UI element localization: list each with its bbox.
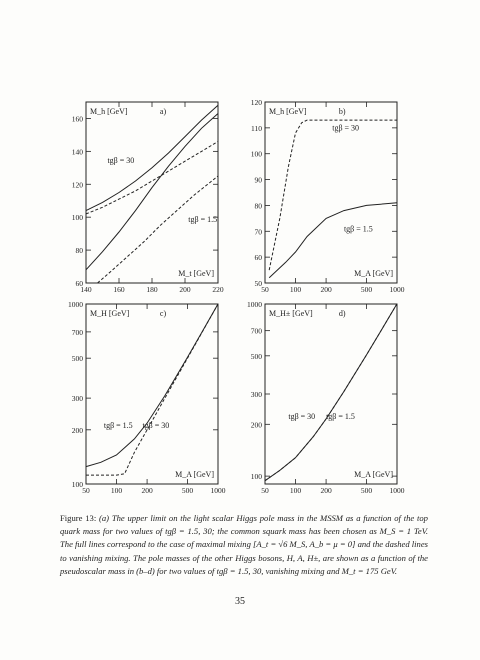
panel-1-y-tick-label: 140 xyxy=(71,147,83,157)
panel-4-x-tick-label: 500 xyxy=(360,486,373,495)
panel-1-x-tick-label: 160 xyxy=(113,285,125,294)
panel-4-series-line xyxy=(265,304,397,481)
panel-2-x-tick-label: 100 xyxy=(289,285,302,294)
panel-4-y-tick-label: 500 xyxy=(250,351,262,361)
panel-3-x-tick-label: 50 xyxy=(82,486,90,495)
panel-1-annotation: tgβ = 1.5 xyxy=(188,215,218,225)
panel-3-x-tick-label: 200 xyxy=(141,486,153,495)
panel-3-y-tick-label: 100 xyxy=(71,480,83,489)
panel-3-ylabel: M_H [GeV] xyxy=(90,309,130,318)
panel-3-y-tick-label: 1000 xyxy=(68,300,83,309)
panel-1-series-line xyxy=(86,142,218,214)
panel-1-x-tick-label: 180 xyxy=(146,285,158,294)
panel-2-x-tick-label: 500 xyxy=(360,285,373,294)
panel-3-y-tick-label: 700 xyxy=(71,327,83,337)
panel-3-y-tick-label: 500 xyxy=(71,354,83,364)
panel-2-y-tick-label: 120 xyxy=(250,98,262,107)
caption-label: Figure 13: xyxy=(60,513,97,523)
figure-caption xyxy=(60,512,428,578)
panel-2-x-tick-label: 50 xyxy=(261,285,269,294)
panel-4-y-tick-label: 300 xyxy=(250,390,262,399)
panel-2-y-tick-label: 50 xyxy=(254,279,262,288)
panel-3-annotation: tgβ = 30 xyxy=(142,420,170,430)
panel-3-y-tick-label: 300 xyxy=(71,394,83,404)
panel-1-x-tick-label: 200 xyxy=(179,285,191,294)
panel-3-x-tick-label: 500 xyxy=(181,486,194,495)
panel-2-xlabel: M_A [GeV] xyxy=(354,269,393,278)
panel-1-y-tick-label: 160 xyxy=(71,114,83,124)
panel-2-y-tick-label: 100 xyxy=(250,149,262,159)
panel-4-panel-label: d) xyxy=(338,309,346,318)
panel-2-frame xyxy=(265,102,397,283)
panel-2-y-tick-label: 110 xyxy=(251,123,262,133)
panel-2-annotation: tgβ = 1.5 xyxy=(343,224,373,234)
panel-2-y-tick-label: 90 xyxy=(254,175,262,185)
panel-3-series-line xyxy=(86,304,218,467)
panel-2-series-line xyxy=(269,120,397,270)
panel-3-annotation: tgβ = 1.5 xyxy=(103,420,133,430)
panel-2-x-tick-label: 200 xyxy=(320,285,332,294)
panel-1-y-tick-label: 100 xyxy=(71,213,83,223)
panel-2-panel-label: b) xyxy=(338,107,346,116)
panel-4-frame xyxy=(265,304,397,484)
panel-1-panel-label: a) xyxy=(159,107,167,116)
panel-2-series-line xyxy=(269,203,397,278)
page-number: 35 xyxy=(235,596,245,607)
panel-3-y-tick-label: 200 xyxy=(71,425,83,435)
panel-1-xlabel: M_t [GeV] xyxy=(178,269,214,278)
panel-4-x-tick-label: 100 xyxy=(289,486,302,495)
panel-4-y-tick-label: 1000 xyxy=(247,300,262,309)
panel-2-y-tick-label: 80 xyxy=(254,201,262,211)
panel-2-y-tick-label: 60 xyxy=(254,253,262,263)
panel-4-annotation: tgβ = 1.5 xyxy=(326,411,355,421)
panel-2-ylabel: M_h [GeV] xyxy=(269,107,307,116)
caption-text: (a) The upper limit on the light scalar Higgs pole mass in the MSSM as a function of the top quark mass for two values of tgβ = 1.5, 30; the common squark mass has been chosen as M_S = 1 TeV. The full lines correspond to the case of maximal mixing [A_t = √6 M_S, A_b = μ = 0] and the dashed lines to vanishing mixing. The pole masses of the other Higgs bosons, H, A, H±, are shown as a function of the pseudoscalar mass in (b–d) for two values of tgβ = 1.5, 30, vanishing mixing and M_t = 175 GeV. xyxy=(60,513,428,576)
panel-4-y-tick-label: 700 xyxy=(250,326,262,336)
panel-1-x-tick-label: 140 xyxy=(80,285,92,294)
panel-1-y-tick-label: 80 xyxy=(75,246,83,256)
panel-3-frame xyxy=(86,304,218,484)
panel-1-y-tick-label: 120 xyxy=(71,180,83,190)
panel-1-series-line xyxy=(98,176,219,283)
panel-1-ylabel: M_h [GeV] xyxy=(90,107,128,116)
panel-4-x-tick-label: 1000 xyxy=(389,486,405,495)
panel-4-x-tick-label: 200 xyxy=(320,486,332,495)
panel-4-y-tick-label: 100 xyxy=(250,472,262,482)
panel-4-series-line xyxy=(265,304,397,481)
panel-4-xlabel: M_A [GeV] xyxy=(354,470,393,479)
panel-3-series-line xyxy=(86,304,218,475)
panel-3-x-tick-label: 1000 xyxy=(210,486,226,495)
panel-2-x-tick-label: 1000 xyxy=(389,285,405,294)
panel-4-y-tick-label: 200 xyxy=(250,420,262,430)
panel-3-panel-label: c) xyxy=(159,309,167,318)
panel-4-x-tick-label: 50 xyxy=(261,486,269,495)
panel-3-x-tick-label: 100 xyxy=(110,486,123,495)
panel-1-y-tick-label: 60 xyxy=(75,279,83,288)
panel-2-annotation: tgβ = 30 xyxy=(332,123,360,133)
panel-1-annotation: tgβ = 30 xyxy=(107,155,135,165)
panel-4-annotation: tgβ = 30 xyxy=(288,411,316,421)
panel-1-x-tick-label: 220 xyxy=(212,285,224,294)
panel-4-ylabel: M_H± [GeV] xyxy=(269,309,313,318)
panel-3-xlabel: M_A [GeV] xyxy=(175,470,214,479)
panel-2-y-tick-label: 70 xyxy=(254,227,262,237)
panel-1-series-line xyxy=(86,105,218,210)
